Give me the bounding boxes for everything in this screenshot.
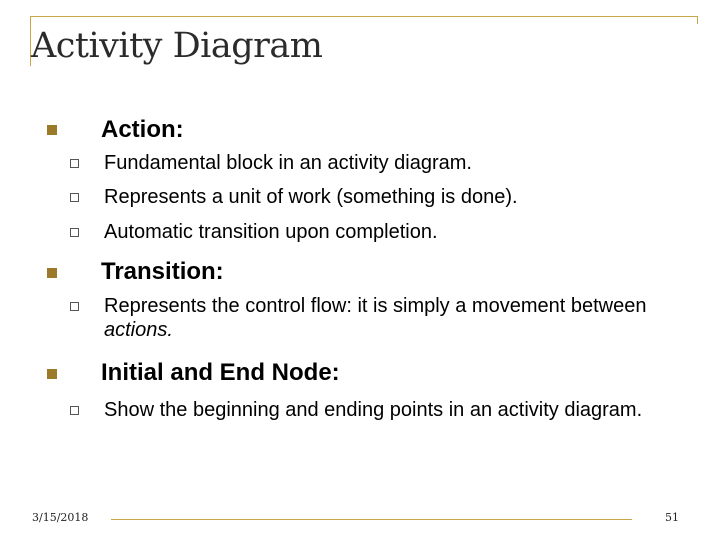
footer-divider <box>111 519 632 520</box>
hollow-square-bullet-icon <box>70 193 79 202</box>
bullet-text: Represents a unit of work (something is done). <box>104 186 518 208</box>
hollow-square-bullet-icon <box>70 406 79 415</box>
filled-square-bullet-icon <box>47 268 57 278</box>
bullet-text-plain: Represents the control flow: it is simply a movement between <box>104 295 647 317</box>
filled-square-bullet-icon <box>47 125 57 135</box>
section-heading-initial-end-node: Initial and End Node: <box>101 359 340 386</box>
slide-title: Activity Diagram <box>31 26 323 66</box>
bullet-text: Show the beginning and ending points in an activity diagram. <box>104 399 643 421</box>
hollow-square-bullet-icon <box>70 159 79 168</box>
section-heading-action: Action: <box>101 116 184 143</box>
bullet-text <box>104 294 704 342</box>
title-frame-right-line <box>697 16 698 24</box>
bullet-text: Fundamental block in an activity diagram. <box>104 152 472 174</box>
hollow-square-bullet-icon <box>70 228 79 237</box>
hollow-square-bullet-icon <box>70 302 79 311</box>
footer-date: 3/15/2018 <box>32 511 89 524</box>
bullet-text: Automatic transition upon completion. <box>104 221 438 243</box>
filled-square-bullet-icon <box>47 369 57 379</box>
title-frame-top-line <box>30 16 698 17</box>
page-number: 51 <box>665 511 679 524</box>
section-heading-transition: Transition: <box>101 258 224 285</box>
bullet-text-italic: actions. <box>104 319 173 341</box>
